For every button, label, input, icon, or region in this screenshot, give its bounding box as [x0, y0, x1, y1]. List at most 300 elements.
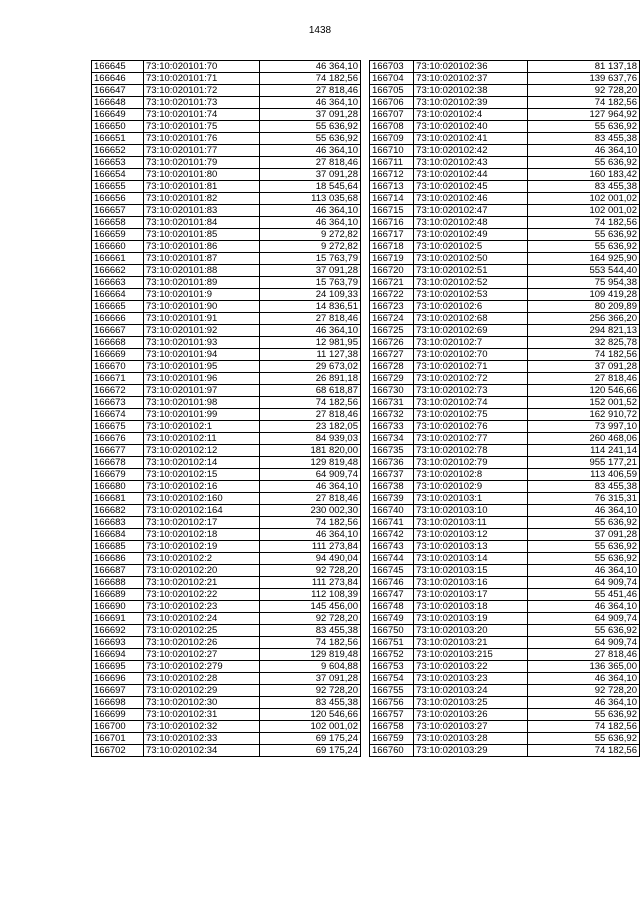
table-row: [370, 541, 640, 553]
row-number-cell: 166700: [92, 721, 144, 733]
value-cell: 18 545,64: [260, 181, 361, 193]
row-number-cell: 166701: [92, 733, 144, 745]
table-row: [370, 229, 640, 241]
value-cell: 37 091,28: [260, 673, 361, 685]
table-row: [370, 337, 640, 349]
value-cell: 112 108,39: [260, 589, 361, 601]
table-row: [92, 469, 361, 481]
row-number-cell: 166730: [370, 385, 414, 397]
value-cell: 92 728,20: [527, 85, 639, 97]
value-cell: 12 981,95: [260, 337, 361, 349]
row-number-cell: 166725: [370, 325, 414, 337]
value-cell: 74 182,56: [527, 745, 639, 757]
cadastral-number-cell: 73:10:020102:19: [144, 541, 260, 553]
cadastral-number-cell: 73:10:020102:29: [144, 685, 260, 697]
table-row: [92, 109, 361, 121]
row-number-cell: 166669: [92, 349, 144, 361]
cadastral-number-cell: 73:10:020102:32: [144, 721, 260, 733]
cadastral-number-cell: 73:10:020103:25: [414, 697, 527, 709]
value-cell: 92 728,20: [260, 685, 361, 697]
value-cell: 74 182,56: [527, 97, 639, 109]
value-cell: 260 468,06: [527, 433, 639, 445]
value-cell: 55 636,92: [527, 553, 639, 565]
table-row: [370, 433, 640, 445]
table-row: [370, 73, 640, 85]
cadastral-number-cell: 73:10:020102:46: [414, 193, 527, 205]
row-number-cell: 166715: [370, 205, 414, 217]
table-row: [92, 205, 361, 217]
cadastral-number-cell: 73:10:020102:45: [414, 181, 527, 193]
table-row: [92, 85, 361, 97]
value-cell: 955 177,21: [527, 457, 639, 469]
value-cell: 14 836,51: [260, 301, 361, 313]
table-row: [370, 709, 640, 721]
row-number-cell: 166706: [370, 97, 414, 109]
cadastral-number-cell: 73:10:020102:75: [414, 409, 527, 421]
table-row: [370, 133, 640, 145]
row-number-cell: 166729: [370, 373, 414, 385]
table-row: [92, 145, 361, 157]
value-cell: 32 825,78: [527, 337, 639, 349]
value-cell: 162 910,72: [527, 409, 639, 421]
value-cell: 74 182,56: [260, 637, 361, 649]
value-cell: 9 604,88: [260, 661, 361, 673]
value-cell: 129 819,48: [260, 457, 361, 469]
value-cell: 83 455,38: [527, 181, 639, 193]
page-number: 1438: [308, 25, 332, 36]
row-number-cell: 166707: [370, 109, 414, 121]
row-number-cell: 166664: [92, 289, 144, 301]
table-row: [92, 73, 361, 85]
table-row: [92, 589, 361, 601]
cadastral-number-cell: 73:10:020101:72: [144, 85, 260, 97]
table-row: [92, 625, 361, 637]
cadastral-number-cell: 73:10:020102:2: [144, 553, 260, 565]
row-number-cell: 166750: [370, 625, 414, 637]
cadastral-number-cell: 73:10:020102:17: [144, 517, 260, 529]
row-number-cell: 166754: [370, 673, 414, 685]
row-number-cell: 166709: [370, 133, 414, 145]
value-cell: 55 636,92: [527, 733, 639, 745]
value-cell: 55 636,92: [527, 157, 639, 169]
table-row: [370, 529, 640, 541]
value-cell: 64 909,74: [527, 577, 639, 589]
row-number-cell: 166745: [370, 565, 414, 577]
value-cell: 294 821,13: [527, 325, 639, 337]
row-number-cell: 166652: [92, 145, 144, 157]
row-number-cell: 166684: [92, 529, 144, 541]
cadastral-number-cell: 73:10:020102:37: [414, 73, 527, 85]
cadastral-number-cell: 73:10:020102:34: [144, 745, 260, 757]
cadastral-number-cell: 73:10:020102:4: [414, 109, 527, 121]
table-row: [92, 229, 361, 241]
row-number-cell: 166658: [92, 217, 144, 229]
row-number-cell: 166697: [92, 685, 144, 697]
row-number-cell: 166656: [92, 193, 144, 205]
value-cell: 27 818,46: [527, 373, 639, 385]
cadastral-number-cell: 73:10:020101:86: [144, 241, 260, 253]
cadastral-number-cell: 73:10:020101:83: [144, 205, 260, 217]
table-row: [92, 97, 361, 109]
cadastral-number-cell: 73:10:020102:39: [414, 97, 527, 109]
cadastral-number-cell: 73:10:020101:91: [144, 313, 260, 325]
value-cell: 102 001,02: [527, 205, 639, 217]
cadastral-number-cell: 73:10:020102:6: [414, 301, 527, 313]
cadastral-number-cell: 73:10:020102:50: [414, 253, 527, 265]
value-cell: 127 964,92: [527, 109, 639, 121]
value-cell: 114 241,14: [527, 445, 639, 457]
row-number-cell: 166739: [370, 493, 414, 505]
table-row: [92, 457, 361, 469]
row-number-cell: 166645: [92, 61, 144, 73]
table-row: [370, 169, 640, 181]
value-cell: 74 182,56: [527, 721, 639, 733]
value-cell: 27 818,46: [260, 493, 361, 505]
value-cell: 46 364,10: [527, 601, 639, 613]
value-cell: 76 315,31: [527, 493, 639, 505]
value-cell: 74 182,56: [527, 349, 639, 361]
cadastral-number-cell: 73:10:020103:19: [414, 613, 527, 625]
value-cell: 68 618,87: [260, 385, 361, 397]
value-cell: 27 818,46: [260, 85, 361, 97]
cadastral-number-cell: 73:10:020101:70: [144, 61, 260, 73]
table-row: [370, 565, 640, 577]
row-number-cell: 166731: [370, 397, 414, 409]
table-row: [92, 565, 361, 577]
cadastral-number-cell: 73:10:020102:5: [414, 241, 527, 253]
row-number-cell: 166647: [92, 85, 144, 97]
value-cell: 27 818,46: [527, 649, 639, 661]
value-cell: 46 364,10: [260, 61, 361, 73]
row-number-cell: 166673: [92, 397, 144, 409]
cadastral-number-cell: 73:10:020101:90: [144, 301, 260, 313]
table-row: [370, 385, 640, 397]
value-cell: 83 455,38: [260, 697, 361, 709]
table-row: [370, 721, 640, 733]
row-number-cell: 166685: [92, 541, 144, 553]
cadastral-number-cell: 73:10:020102:1: [144, 421, 260, 433]
table-row: [370, 253, 640, 265]
cadastral-number-cell: 73:10:020101:74: [144, 109, 260, 121]
table-row: [370, 745, 640, 757]
table-row: [370, 145, 640, 157]
row-number-cell: 166672: [92, 385, 144, 397]
value-cell: 160 183,42: [527, 169, 639, 181]
table-row: [92, 193, 361, 205]
row-number-cell: 166648: [92, 97, 144, 109]
cadastral-number-cell: 73:10:020102:22: [144, 589, 260, 601]
value-cell: 55 636,92: [527, 517, 639, 529]
value-cell: 92 728,20: [260, 565, 361, 577]
value-cell: 75 954,38: [527, 277, 639, 289]
row-number-cell: 166676: [92, 433, 144, 445]
table-row: [92, 409, 361, 421]
cadastral-number-cell: 73:10:020102:8: [414, 469, 527, 481]
value-cell: 24 109,33: [260, 289, 361, 301]
row-number-cell: 166687: [92, 565, 144, 577]
table-row: [92, 361, 361, 373]
value-cell: 37 091,28: [260, 265, 361, 277]
table-row: [370, 97, 640, 109]
table-row: [370, 613, 640, 625]
value-cell: 92 728,20: [527, 685, 639, 697]
table-row: [92, 697, 361, 709]
row-number-cell: 166748: [370, 601, 414, 613]
row-number-cell: 166651: [92, 133, 144, 145]
value-cell: 73 997,10: [527, 421, 639, 433]
row-number-cell: 166736: [370, 457, 414, 469]
table-row: [92, 529, 361, 541]
value-cell: 55 636,92: [527, 709, 639, 721]
table-row: [92, 685, 361, 697]
value-cell: 64 909,74: [527, 637, 639, 649]
table-row: [92, 481, 361, 493]
cadastral-number-cell: 73:10:020103:215: [414, 649, 527, 661]
cadastral-number-cell: 73:10:020102:16: [144, 481, 260, 493]
table-row: [370, 421, 640, 433]
cadastral-number-cell: 73:10:020103:12: [414, 529, 527, 541]
table-row: [370, 457, 640, 469]
row-number-cell: 166678: [92, 457, 144, 469]
cadastral-number-cell: 73:10:020102:78: [414, 445, 527, 457]
cadastral-number-cell: 73:10:020102:49: [414, 229, 527, 241]
table-row: [370, 181, 640, 193]
row-number-cell: 166674: [92, 409, 144, 421]
cadastral-number-cell: 73:10:020102:30: [144, 697, 260, 709]
table-row: [92, 241, 361, 253]
row-number-cell: 166646: [92, 73, 144, 85]
row-number-cell: 166659: [92, 229, 144, 241]
row-number-cell: 166738: [370, 481, 414, 493]
cadastral-number-cell: 73:10:020102:72: [414, 373, 527, 385]
cadastral-number-cell: 73:10:020102:9: [414, 481, 527, 493]
table-row: [370, 517, 640, 529]
cadastral-number-cell: 73:10:020102:164: [144, 505, 260, 517]
table-row: [370, 445, 640, 457]
row-number-cell: 166713: [370, 181, 414, 193]
row-number-cell: 166726: [370, 337, 414, 349]
table-row: [92, 373, 361, 385]
table-row: [92, 325, 361, 337]
value-cell: 113 406,59: [527, 469, 639, 481]
row-number-cell: 166716: [370, 217, 414, 229]
table-row: [370, 697, 640, 709]
table-row: [370, 589, 640, 601]
cadastral-number-cell: 73:10:020102:23: [144, 601, 260, 613]
value-cell: 55 636,92: [527, 625, 639, 637]
cadastral-number-cell: 73:10:020101:93: [144, 337, 260, 349]
table-row: [92, 637, 361, 649]
row-number-cell: 166680: [92, 481, 144, 493]
row-number-cell: 166663: [92, 277, 144, 289]
row-number-cell: 166751: [370, 637, 414, 649]
table-row: [370, 553, 640, 565]
table-row: [370, 157, 640, 169]
cadastral-number-cell: 73:10:020102:31: [144, 709, 260, 721]
row-number-cell: 166740: [370, 505, 414, 517]
cadastral-number-cell: 73:10:020102:36: [414, 61, 527, 73]
row-number-cell: 166702: [92, 745, 144, 757]
cadastral-number-cell: 73:10:020103:21: [414, 637, 527, 649]
row-number-cell: 166686: [92, 553, 144, 565]
row-number-cell: 166660: [92, 241, 144, 253]
value-cell: 83 455,38: [527, 481, 639, 493]
cadastral-number-cell: 73:10:020101:92: [144, 325, 260, 337]
table-row: [92, 313, 361, 325]
value-cell: 9 272,82: [260, 241, 361, 253]
value-cell: 84 939,03: [260, 433, 361, 445]
value-cell: 15 763,79: [260, 277, 361, 289]
table-row: [370, 277, 640, 289]
value-cell: 113 035,68: [260, 193, 361, 205]
value-cell: 15 763,79: [260, 253, 361, 265]
cadastral-number-cell: 73:10:020101:84: [144, 217, 260, 229]
table-row: [92, 61, 361, 73]
value-cell: 27 818,46: [260, 313, 361, 325]
cadastral-number-cell: 73:10:020102:70: [414, 349, 527, 361]
row-number-cell: 166759: [370, 733, 414, 745]
table-row: [370, 121, 640, 133]
value-cell: 256 366,20: [527, 313, 639, 325]
row-number-cell: 166724: [370, 313, 414, 325]
cadastral-number-cell: 73:10:020101:76: [144, 133, 260, 145]
value-cell: 46 364,10: [260, 529, 361, 541]
cadastral-number-cell: 73:10:020101:79: [144, 157, 260, 169]
row-number-cell: 166712: [370, 169, 414, 181]
table-row: [370, 241, 640, 253]
row-number-cell: 166705: [370, 85, 414, 97]
table-row: [92, 709, 361, 721]
table-row: [92, 673, 361, 685]
value-cell: 120 546,66: [527, 385, 639, 397]
table-row: [92, 301, 361, 313]
value-cell: 46 364,10: [527, 697, 639, 709]
table-row: [92, 661, 361, 673]
row-number-cell: 166718: [370, 241, 414, 253]
cadastral-number-cell: 73:10:020101:77: [144, 145, 260, 157]
table-row: [370, 361, 640, 373]
row-number-cell: 166708: [370, 121, 414, 133]
value-cell: 55 636,92: [527, 121, 639, 133]
value-cell: 46 364,10: [260, 481, 361, 493]
cadastral-number-cell: 73:10:020102:160: [144, 493, 260, 505]
table-row: [92, 649, 361, 661]
value-cell: 152 001,52: [527, 397, 639, 409]
table-row: [370, 661, 640, 673]
cadastral-number-cell: 73:10:020101:98: [144, 397, 260, 409]
cadastral-number-cell: 73:10:020101:95: [144, 361, 260, 373]
value-cell: 55 636,92: [260, 133, 361, 145]
cadastral-number-cell: 73:10:020101:94: [144, 349, 260, 361]
cadastral-number-cell: 73:10:020102:18: [144, 529, 260, 541]
data-table-left: [91, 60, 361, 757]
cadastral-number-cell: 73:10:020103:17: [414, 589, 527, 601]
row-number-cell: 166722: [370, 289, 414, 301]
cadastral-number-cell: 73:10:020103:26: [414, 709, 527, 721]
value-cell: 64 909,74: [527, 613, 639, 625]
cadastral-number-cell: 73:10:020103:1: [414, 493, 527, 505]
cadastral-number-cell: 73:10:020102:279: [144, 661, 260, 673]
table-row: [92, 445, 361, 457]
cadastral-number-cell: 73:10:020102:26: [144, 637, 260, 649]
cadastral-number-cell: 73:10:020102:48: [414, 217, 527, 229]
value-cell: 109 419,28: [527, 289, 639, 301]
row-number-cell: 166755: [370, 685, 414, 697]
cadastral-number-cell: 73:10:020102:15: [144, 469, 260, 481]
value-cell: 83 455,38: [260, 625, 361, 637]
row-number-cell: 166661: [92, 253, 144, 265]
row-number-cell: 166679: [92, 469, 144, 481]
cadastral-number-cell: 73:10:020102:76: [414, 421, 527, 433]
table-row: [370, 649, 640, 661]
value-cell: 129 819,48: [260, 649, 361, 661]
row-number-cell: 166655: [92, 181, 144, 193]
cadastral-number-cell: 73:10:020103:11: [414, 517, 527, 529]
cadastral-number-cell: 73:10:020101:71: [144, 73, 260, 85]
row-number-cell: 166666: [92, 313, 144, 325]
cadastral-number-cell: 73:10:020102:21: [144, 577, 260, 589]
row-number-cell: 166677: [92, 445, 144, 457]
table-row: [370, 61, 640, 73]
table-row: [370, 313, 640, 325]
row-number-cell: 166747: [370, 589, 414, 601]
value-cell: 46 364,10: [527, 673, 639, 685]
row-number-cell: 166742: [370, 529, 414, 541]
row-number-cell: 166711: [370, 157, 414, 169]
value-cell: 102 001,02: [527, 193, 639, 205]
table-row: [92, 121, 361, 133]
table-row: [370, 349, 640, 361]
cadastral-number-cell: 73:10:020103:22: [414, 661, 527, 673]
data-table-right: [369, 60, 640, 757]
cadastral-number-cell: 73:10:020102:68: [414, 313, 527, 325]
value-cell: 83 455,38: [527, 133, 639, 145]
value-cell: 74 182,56: [260, 73, 361, 85]
row-number-cell: 166654: [92, 169, 144, 181]
table-row: [370, 481, 640, 493]
row-number-cell: 166653: [92, 157, 144, 169]
value-cell: 69 175,24: [260, 733, 361, 745]
row-number-cell: 166721: [370, 277, 414, 289]
value-cell: 46 364,10: [527, 505, 639, 517]
value-cell: 9 272,82: [260, 229, 361, 241]
row-number-cell: 166667: [92, 325, 144, 337]
cadastral-number-cell: 73:10:020102:73: [414, 385, 527, 397]
table-row: [370, 685, 640, 697]
row-number-cell: 166732: [370, 409, 414, 421]
value-cell: 64 909,74: [260, 469, 361, 481]
table-row: [92, 517, 361, 529]
value-cell: 139 637,76: [527, 73, 639, 85]
row-number-cell: 166756: [370, 697, 414, 709]
cadastral-number-cell: 73:10:020102:41: [414, 133, 527, 145]
cadastral-number-cell: 73:10:020102:69: [414, 325, 527, 337]
row-number-cell: 166683: [92, 517, 144, 529]
table-row: [92, 433, 361, 445]
table-row: [92, 397, 361, 409]
table-row: [370, 625, 640, 637]
cadastral-number-cell: 73:10:020102:47: [414, 205, 527, 217]
value-cell: 553 544,40: [527, 265, 639, 277]
row-number-cell: 166691: [92, 613, 144, 625]
row-number-cell: 166696: [92, 673, 144, 685]
table-row: [370, 637, 640, 649]
cadastral-number-cell: 73:10:020102:79: [414, 457, 527, 469]
value-cell: 46 364,10: [260, 97, 361, 109]
cadastral-number-cell: 73:10:020102:38: [414, 85, 527, 97]
row-number-cell: 166737: [370, 469, 414, 481]
cadastral-number-cell: 73:10:020101:87: [144, 253, 260, 265]
